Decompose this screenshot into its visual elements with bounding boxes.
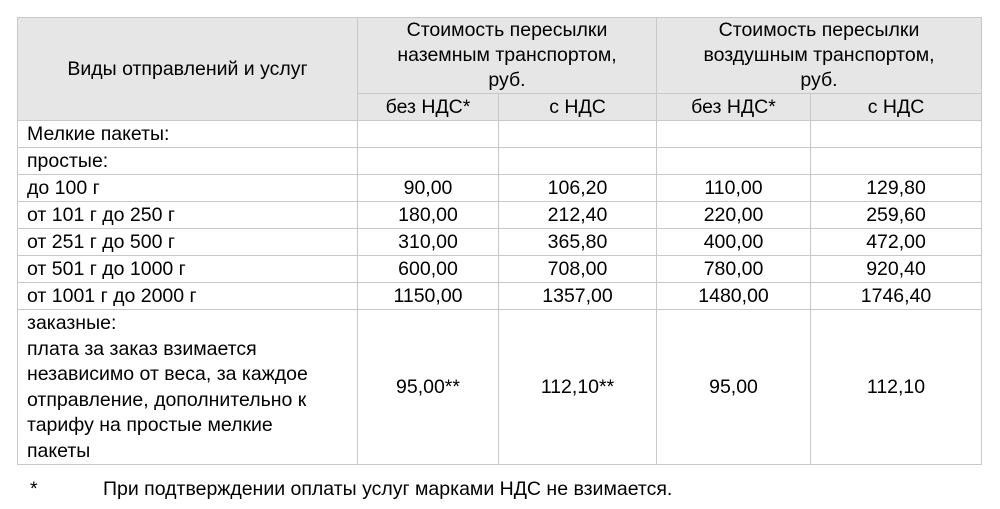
- header-row: [18, 18, 982, 94]
- table-row: [18, 202, 982, 229]
- air-no-vat-header: без НДС*: [657, 94, 811, 121]
- ground-no-vat-cell: 90,00: [358, 175, 499, 202]
- row-label: от 101 г до 250 г: [18, 202, 358, 229]
- air-with-vat-cell: [811, 148, 982, 175]
- ground-with-vat-cell: 365,80: [499, 229, 657, 256]
- row-label: от 501 г до 1000 г: [18, 256, 358, 283]
- ground-with-vat-cell: [499, 121, 657, 148]
- row-label: от 1001 г до 2000 г: [18, 283, 358, 310]
- air-with-vat-cell: 129,80: [811, 175, 982, 202]
- ground-with-vat-cell: 212,40: [499, 202, 657, 229]
- ground-with-vat-cell: 1357,00: [499, 283, 657, 310]
- tariff-table: [17, 17, 982, 465]
- registered-label-line: заказные:: [27, 312, 117, 334]
- ground-transport-header: [358, 18, 657, 94]
- air-header-line: руб.: [800, 69, 838, 91]
- air-with-vat-cell: 920,40: [811, 256, 982, 283]
- ground-with-vat-cell: 112,10**: [499, 310, 657, 465]
- ground-header-line: руб.: [488, 69, 526, 91]
- registered-label-line: плата за заказ взимается: [27, 337, 257, 360]
- registered-label-line: независимо от веса, за каждое: [27, 363, 308, 385]
- footnote-mark: *: [30, 478, 38, 500]
- ground-no-vat-cell: 310,00: [358, 229, 499, 256]
- ground-with-vat-cell: [499, 148, 657, 175]
- ground-no-vat-cell: [358, 121, 499, 148]
- registered-label-line: пакеты: [27, 439, 91, 462]
- air-with-vat-cell: 259,60: [811, 202, 982, 229]
- table-row: [18, 121, 982, 148]
- ground-no-vat-cell: 95,00**: [358, 310, 499, 465]
- table-row: [18, 175, 982, 202]
- ground-no-vat-header: без НДС*: [358, 94, 499, 121]
- ground-with-vat-cell: 708,00: [499, 256, 657, 283]
- air-no-vat-cell: [657, 121, 811, 148]
- services-header: Виды отправлений и услуг: [18, 18, 358, 121]
- air-with-vat-header: с НДС: [811, 94, 982, 121]
- air-no-vat-cell: 110,00: [657, 175, 811, 202]
- table-row: [18, 148, 982, 175]
- air-no-vat-cell: 220,00: [657, 202, 811, 229]
- ground-with-vat-cell: 106,20: [499, 175, 657, 202]
- air-no-vat-cell: 400,00: [657, 229, 811, 256]
- table-row: [18, 229, 982, 256]
- ground-no-vat-cell: 600,00: [358, 256, 499, 283]
- ground-no-vat-cell: [358, 148, 499, 175]
- ground-header-line: Стоимость пересылки: [406, 19, 608, 41]
- footnote: [30, 478, 672, 501]
- air-no-vat-cell: [657, 148, 811, 175]
- air-with-vat-cell: 472,00: [811, 229, 982, 256]
- row-label: Мелкие пакеты:: [18, 121, 358, 148]
- ground-no-vat-cell: 1150,00: [358, 283, 499, 310]
- registered-label-line: тарифу на простые мелкие: [27, 414, 273, 436]
- table-row: [18, 256, 982, 283]
- air-transport-header: [657, 18, 982, 94]
- row-label: простые:: [18, 148, 358, 175]
- ground-no-vat-cell: 180,00: [358, 202, 499, 229]
- registered-label-line: отправление, дополнительно к: [27, 388, 307, 411]
- row-label: от 251 г до 500 г: [18, 229, 358, 256]
- air-no-vat-cell: 95,00: [657, 310, 811, 465]
- air-no-vat-cell: 1480,00: [657, 283, 811, 310]
- air-with-vat-cell: 1746,40: [811, 283, 982, 310]
- ground-with-vat-header: с НДС: [499, 94, 657, 121]
- ground-header-line: наземным транспортом,: [397, 44, 617, 66]
- air-header-line: воздушным транспортом,: [703, 44, 935, 66]
- registered-row: [18, 310, 982, 465]
- table-row: [18, 283, 982, 310]
- air-no-vat-cell: 780,00: [657, 256, 811, 283]
- registered-label: [18, 310, 358, 465]
- air-with-vat-cell: 112,10: [811, 310, 982, 465]
- footnote-text: При подтверждении оплаты услуг марками НДС не взимается.: [103, 478, 673, 500]
- row-label: до 100 г: [18, 175, 358, 202]
- air-with-vat-cell: [811, 121, 982, 148]
- air-header-line: Стоимость пересылки: [718, 19, 920, 41]
